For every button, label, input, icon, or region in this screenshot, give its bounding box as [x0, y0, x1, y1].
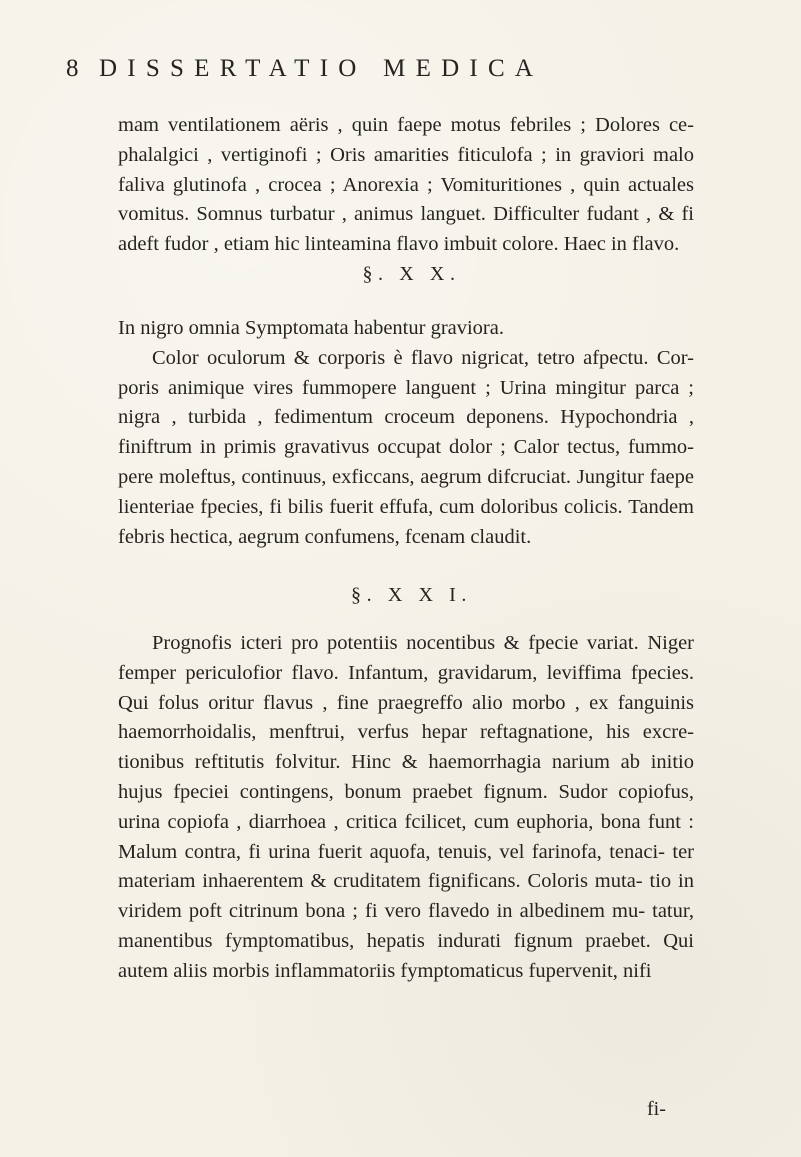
catchword: fi-: [647, 1098, 666, 1120]
continuation-paragraph: mam ventilationem aëris , quin faepe motus febriles ; Dolores ce- phalalgici , vertiginofi ; Oris amarities fiticulofa ; in graviori malo faliva glutinofa , crocea ; Anorexia ; Vomituritiones , quin actuales vomitus. Somnus turbatur , animus languet. Difficulter fudant , & fi adeft fudor , etiam hic linteamina flavo imbuit colore. Haec in flavo.: [118, 114, 694, 256]
running-head: [66, 52, 646, 86]
section-xxi-paragraph: Prognofis icteri pro potentiis nocentibus & fpecie variat. Niger femper periculofior flavo. Infantum, gravidarum, leviffima fpecies. Qui folus oritur flavus , fine praegreffo alio morbo , ex fanguinis haemorrhoidalis, menftrui, verfus hepar reftagnatione, his excre- tionibus reftitutis folvitur. Hinc & haemorrhagia narium ab initio hujus fpeciei contingens, bonum praebet fignum. Sudor copiofus, urina copiofa , diarrhoea , critica fcilicet, cum euphoria, bona funt : Malum contra, fi urina fuerit aquofa, tenuis, vel farinofa, tenaci- ter materiam inhaerentem & cruditatem fignificans. Coloris muta- tio in viridem poft citrinum bona ; fi vero flavedo in albedinem mu- tatur, manentibus fymptomatibus, hepatis indurati fignum praebet. Qui autem aliis morbis inflammatoriis fymptomaticus fupervenit, nifi: [118, 632, 694, 982]
section-xx-opening-line: In nigro omnia Symptomata habentur graviora.: [118, 317, 504, 339]
text-block-section-xxi: [118, 629, 694, 987]
text-block-section-xx: [118, 314, 694, 552]
section-xx-paragraph: Color oculorum & corporis è flavo nigricat, tetro afpectu. Cor- poris animique vires fummopere languent ; Urina mingitur parca ; nigra , turbida , fedimentum croceum deponens. Hypochondria , finiftrum in primis gravativus occupat dolor ; Calor tectus, fummo- pere moleftus, continuus, exficcans, aegrum difcruciat. Jungitur faepe lienteriae fpecies, fi bilis fuerit effufa, cum doloribus colicis. Tandem febris hectica, aegrum confumens, fcenam claudit.: [118, 346, 694, 548]
page-number: 8: [66, 55, 79, 82]
document-title: DISSERTATIO MEDICA: [99, 55, 544, 82]
section-heading-xx: §. X X.: [362, 263, 461, 285]
text-block-continuation: [118, 111, 694, 260]
section-heading-xxi: §. X X I.: [351, 584, 472, 606]
